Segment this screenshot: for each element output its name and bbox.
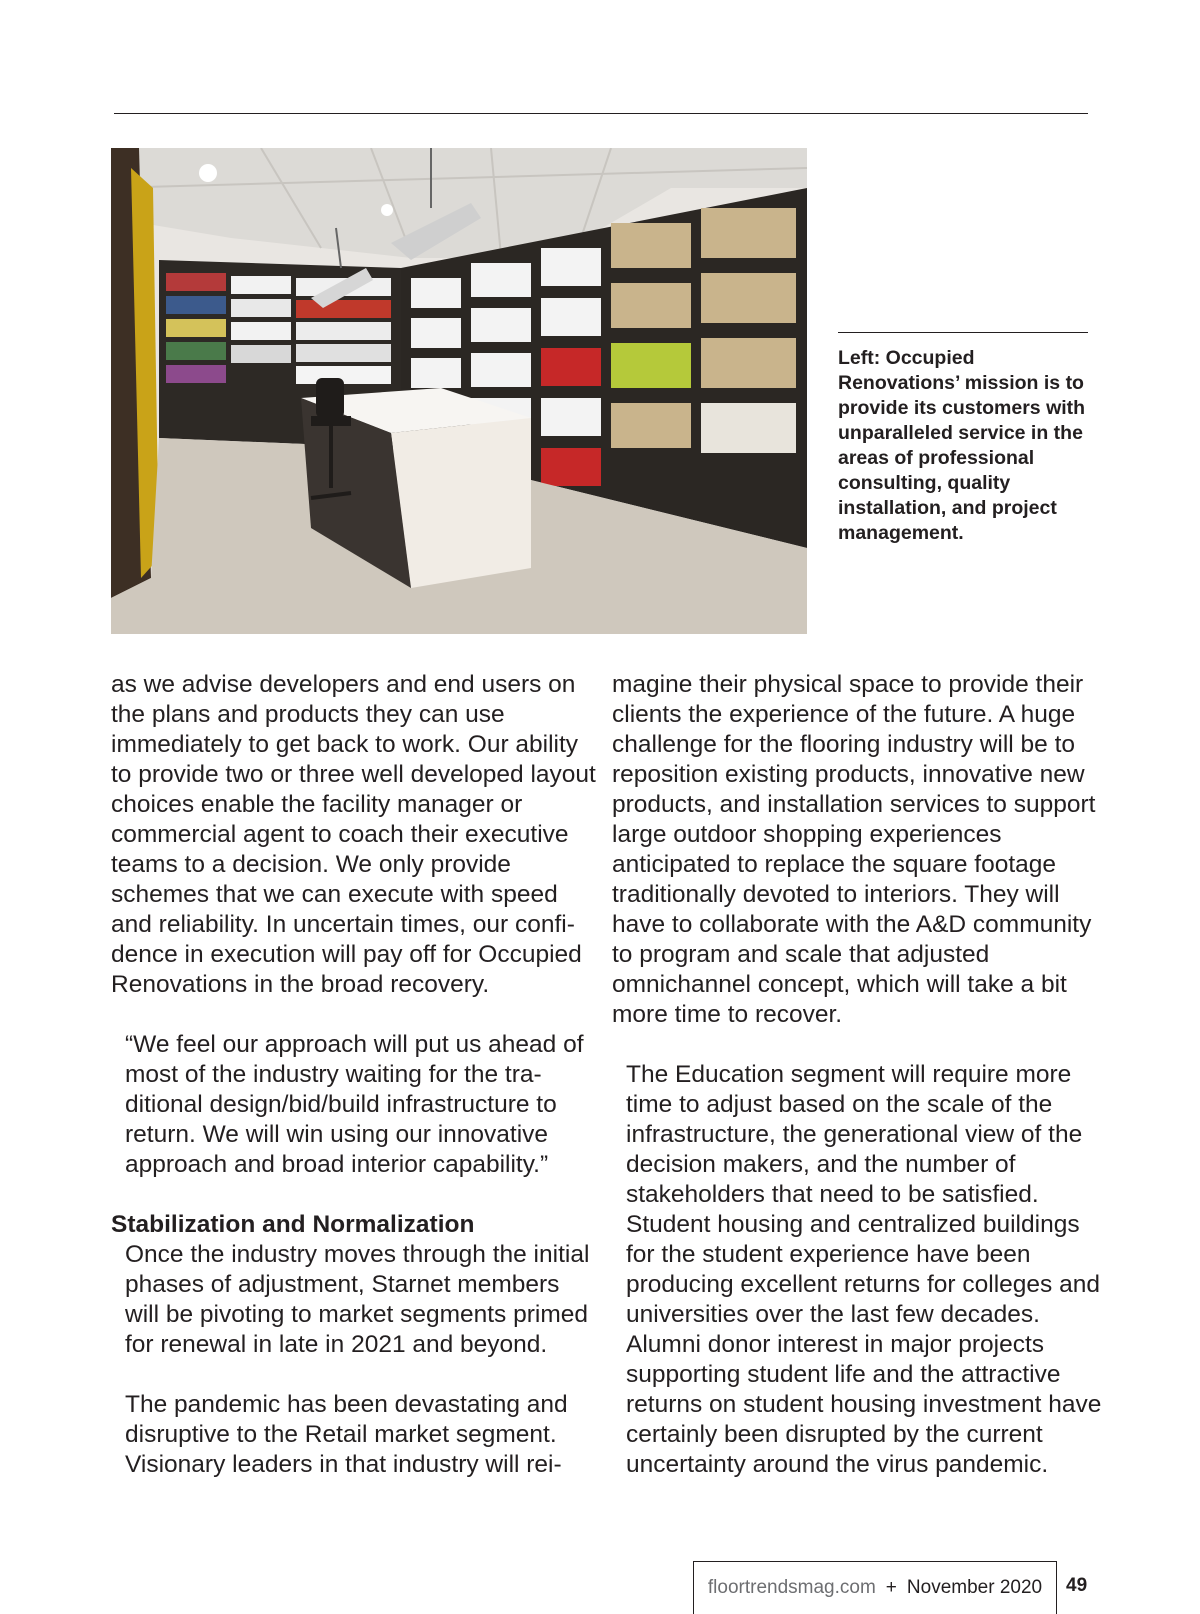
left-paragraph-2: “We feel our approach will put us ahead of most of the industry waiting for the traditional design/bid/build infrastructure to return. We will win using our innovative approach and broad interior capability.” <box>125 1031 584 1178</box>
showroom-photo <box>111 148 807 634</box>
left-paragraph-3: Once the industry moves through the initial phases of adjustment, Starnet members will be pivoting to market segments primed for renewal in late in 2021 and beyond. <box>125 1241 590 1358</box>
left-column <box>111 670 599 1480</box>
photo-caption: Left: Occupied Renovations’ mission is to provide its customers with unparalleled service in the areas of professional consulting, quality installation, and project management. <box>838 347 1086 544</box>
right-paragraph-1: magine their physical space to provide their clients the experience of the future. A huge challenge for the flooring industry will be to reposition existing products, innovative new products, and installation services to support large outdoor shopping experiences anticipated to replace the square footage traditionally devoted to interiors. They will have to collaborate with the A&D community to program and scale that adjusted omnichannel concept, which will take a bit more time to recover. <box>612 671 1096 1028</box>
top-rule <box>114 113 1088 114</box>
caption-rule <box>838 332 1088 333</box>
footer-site[interactable]: floortrendsmag.com <box>707 1577 876 1598</box>
footer-separator: + <box>885 1577 897 1598</box>
section-heading: Stabilization and Normalization <box>111 1211 475 1238</box>
left-paragraph-4: The pandemic has been devastating and disruptive to the Retail market segment. Visionary leaders in that industry will rei- <box>125 1391 568 1478</box>
right-column <box>612 670 1102 1480</box>
page-footer <box>693 1561 1057 1614</box>
page-number: 49 <box>1066 1575 1088 1596</box>
footer-date: November 2020 <box>906 1577 1043 1598</box>
right-paragraph-2: The Education segment will require more time to adjust based on the scale of the infrastructure, the generational view of the decision makers, and the number of stakeholders that need to be satisfied. Student housing and centralized buildings for the student experience have been producing excellent returns for colleges and universities over the last few decades. Alumni donor interest in major projects supporting student life and the attractive returns on student housing investment have certainly been disrupted by the current uncertainty around the virus pandemic. <box>626 1061 1102 1478</box>
left-paragraph-1: as we advise developers and end users on the plans and products they can use immediately to get back to work. Our ability to provide two or three well developed layout choices enable the facility manager or commercial agent to coach their executive teams to a decision. We only provide schemes that we can execute with speed and reliability. In uncertain times, our confidence in execution will pay off for Occupied Renovations in the broad recovery. <box>111 671 596 998</box>
